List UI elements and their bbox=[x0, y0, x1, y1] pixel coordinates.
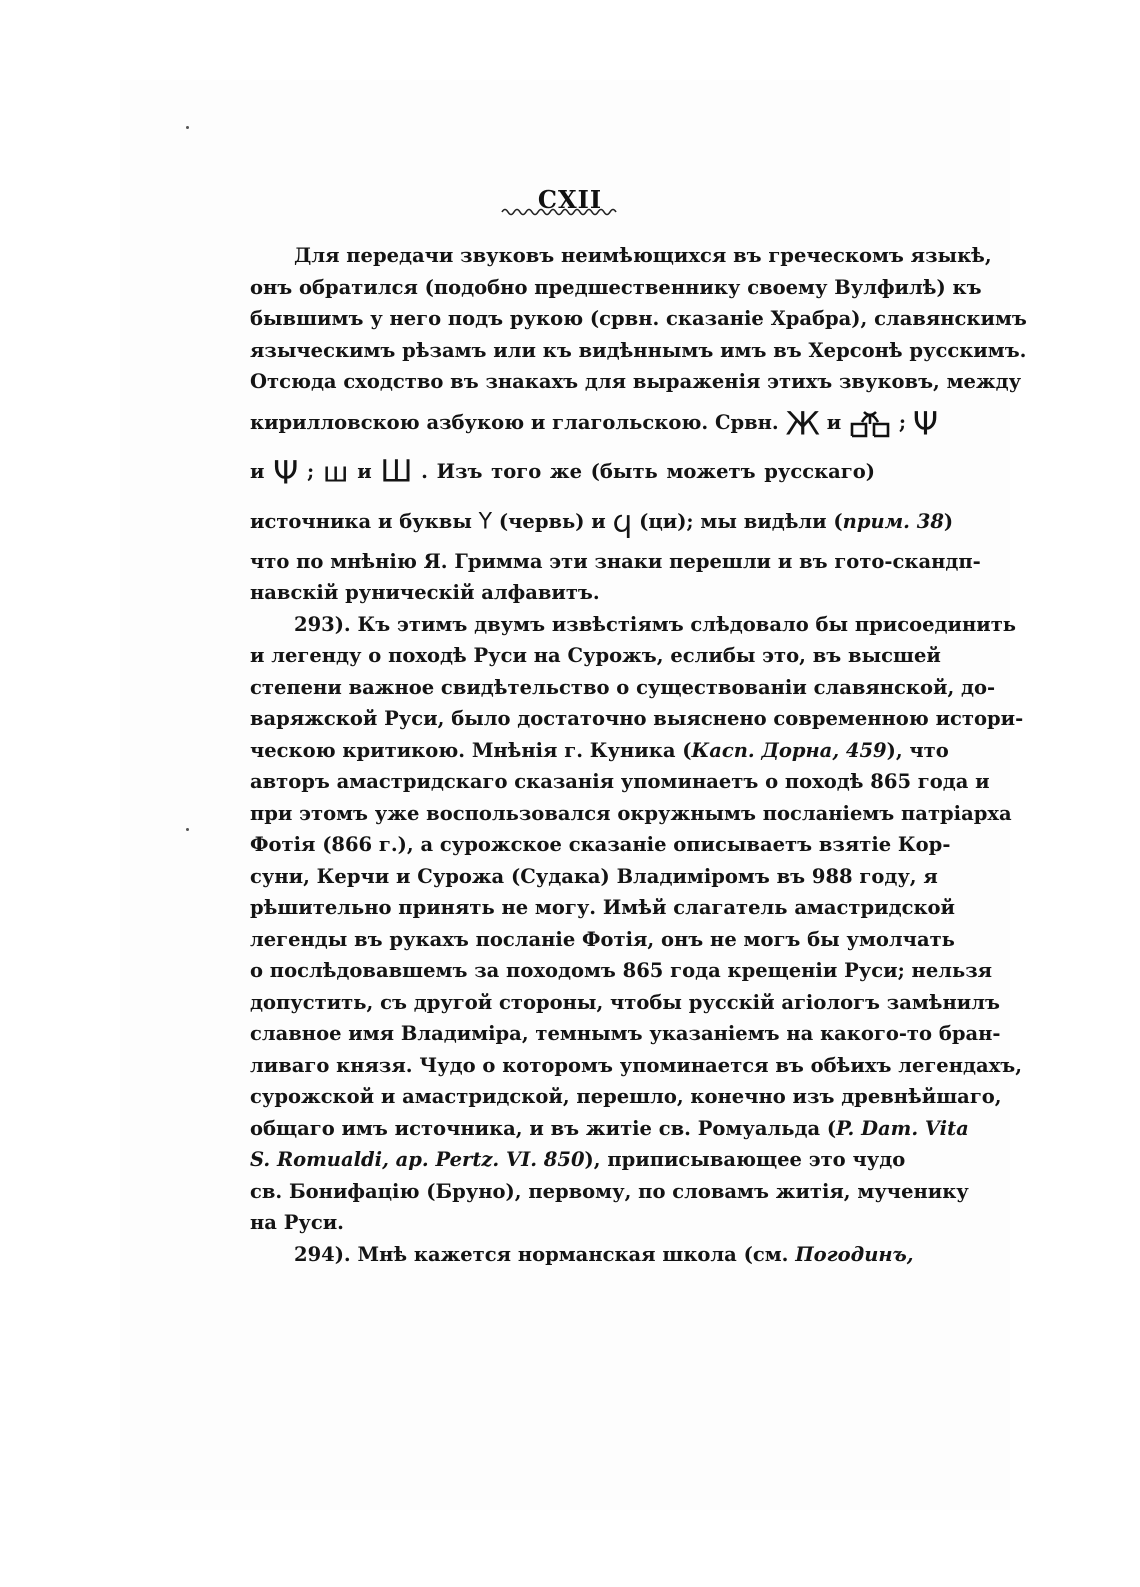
text-segment: кирилловскою азбукою и глагольскою. Срвн. bbox=[250, 410, 779, 434]
scan-speck bbox=[186, 126, 189, 129]
italic-reference: P. Dam. Vita bbox=[836, 1116, 969, 1140]
text-line: на Руси. bbox=[250, 1211, 344, 1234]
text-line: Фотія (866 г.), а сурожское сказаніе описываетъ взятіе Кор- bbox=[250, 833, 951, 856]
text-line-glyphs-1 bbox=[250, 398, 939, 447]
text-line: рѣшительно принять не могу. Имѣй слагатель амастридской bbox=[250, 896, 955, 919]
text-line: Отсюда сходство въ знакахъ для выраженія этихъ звуковъ, между bbox=[250, 370, 1022, 393]
text-segment: 294). Мнѣ кажется норманская школа (см. bbox=[294, 1242, 789, 1266]
text-segment: ) bbox=[943, 509, 954, 533]
zh-glagolitic-glyph bbox=[848, 408, 892, 438]
italic-reference: прим. 38 bbox=[842, 509, 944, 533]
ci-glyph: ϥ bbox=[612, 504, 633, 539]
text-segment: общаго имъ источника, и въ житіе св. Ромуальда ( bbox=[250, 1116, 837, 1140]
text-line: славное имя Владиміра, темнымъ указаніемъ на какого-то бран- bbox=[250, 1022, 1001, 1045]
sh-cyrillic-glyph: ш bbox=[322, 455, 349, 488]
zh-cyrillic-glyph: Ж bbox=[785, 404, 820, 442]
text-line: ливаго князя. Чудо о которомъ упоминается въ обѣихъ легендахъ, bbox=[250, 1053, 1022, 1077]
text-line-with-italic bbox=[250, 1144, 906, 1176]
text-line: допустить, съ другой стороны, чтобы русскій агіологъ замѣнилъ bbox=[250, 990, 1000, 1014]
sh-glagolitic-glyph: Ш bbox=[380, 454, 413, 489]
text-line: навскій руническій алфавитъ. bbox=[250, 581, 600, 604]
shch-glagolitic-glyph: Ψ bbox=[273, 453, 299, 491]
text-line-glyphs-3 bbox=[250, 497, 954, 546]
text-segment: ), приписывающее это чудо bbox=[584, 1148, 906, 1171]
shch-cyrillic-glyph: Ψ bbox=[912, 404, 939, 442]
text-segment: . Изъ того же (быть можетъ русскаго) bbox=[421, 459, 875, 483]
text-segment: источника и буквы bbox=[250, 509, 472, 533]
conjunction-text: и bbox=[357, 459, 372, 483]
text-line-with-italic bbox=[250, 1239, 914, 1271]
text-line: суни, Керчи и Сурожа (Судака) Владиміромъ въ 988 году, я bbox=[250, 864, 938, 888]
text-line: и легенду о походѣ Руси на Сурожъ, еслибы это, въ высшей bbox=[250, 644, 941, 667]
text-line-glyphs-2 bbox=[250, 447, 875, 497]
text-line: варяжской Руси, было достаточно выяснено современною истори- bbox=[250, 707, 1024, 730]
text-line: 293). Къ этимъ двумъ извѣстіямъ слѣдовало бы присоединить bbox=[294, 612, 1017, 636]
text-segment: ), что bbox=[886, 738, 949, 762]
body-text bbox=[250, 240, 1027, 1270]
semicolon-text: ; bbox=[898, 410, 913, 434]
conjunction-text: и bbox=[826, 410, 842, 434]
text-line: что по мнѣнію Я. Гримма эти знаки перешли и въ гото-скандп- bbox=[250, 549, 981, 573]
text-line: сурожской и амастридской, перешло, конечно изъ древнѣйшаго, bbox=[250, 1085, 1002, 1108]
text-line: бывшимъ у него подъ рукою (срвн. сказаніе Храбра), славянскимъ bbox=[250, 307, 1027, 330]
text-line: при этомъ уже воспользовался окружнымъ посланіемъ патріарха bbox=[250, 801, 1012, 825]
wavy-ornament bbox=[500, 205, 620, 219]
text-segment: ческою критикою. Мнѣнія г. Куника ( bbox=[250, 738, 692, 762]
text-line: о послѣдовавшемъ за походомъ 865 года крещеніи Руси; нельзя bbox=[250, 959, 993, 982]
italic-reference: Касп. Дорна, 459 bbox=[691, 738, 887, 762]
text-line: онъ обратился (подобно предшественнику своему Вулфилѣ) къ bbox=[250, 275, 982, 299]
conjunction-text: и bbox=[250, 459, 265, 483]
italic-reference: Погодинъ, bbox=[795, 1242, 914, 1266]
semicolon-text: ; bbox=[307, 459, 323, 483]
page-number: CXII bbox=[537, 185, 603, 214]
text-line: св. Бонифацію (Бруно), первому, по словамъ житія, мученику bbox=[250, 1179, 969, 1203]
cherv-glyph: Y bbox=[478, 509, 493, 534]
text-line: степени важное свидѣтельство о существованіи славянской, до- bbox=[250, 675, 996, 699]
scan-speck bbox=[186, 828, 189, 831]
text-line: авторъ амастридскаго сказанія упоминаетъ о походѣ 865 года и bbox=[250, 770, 990, 793]
text-segment: (червь) и bbox=[498, 509, 606, 533]
text-line: языческимъ рѣзамъ или къ видѣннымъ имъ въ Херсонѣ русскимъ. bbox=[250, 338, 1027, 362]
italic-reference: S. Romualdi, ap. Pertz. VI. 850 bbox=[250, 1148, 585, 1171]
text-line: легенды въ рукахъ посланіе Фотія, онъ не могъ бы умолчать bbox=[250, 927, 955, 951]
text-segment: (ци); мы видѣли ( bbox=[639, 509, 843, 533]
text-line-with-italic bbox=[250, 735, 949, 767]
text-line-with-italic bbox=[250, 1113, 969, 1145]
text-line: Для передачи звуковъ неимѣющихся въ греческомъ языкѣ, bbox=[294, 244, 992, 267]
